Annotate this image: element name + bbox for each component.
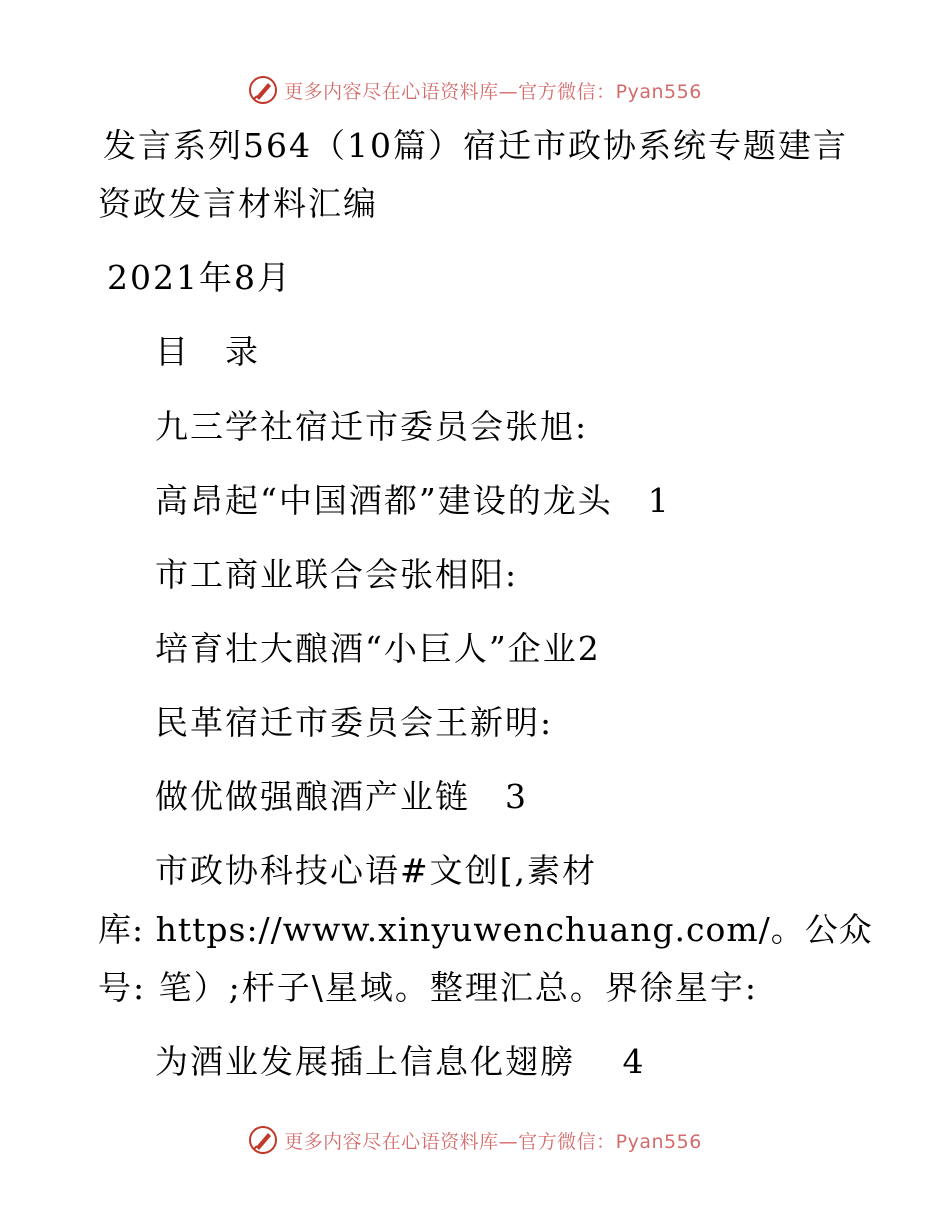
toc-entry: 做优做强酿酒产业链 3 [155, 777, 528, 816]
footer-watermark-banner [0, 1120, 950, 1160]
toc-entry: 九三学社宿迁市委员会张旭: [155, 407, 589, 446]
toc-entry: 号: 笔）;杆子\星域。整理汇总。界徐星宇: [98, 968, 758, 1007]
toc-entry: 为酒业发展插上信息化翅膀 4 [155, 1042, 646, 1081]
toc-entry: 培育壮大酿酒“小巨人”企业2 [155, 629, 601, 668]
toc-heading: 目 录 [155, 332, 260, 371]
toc-entry: 市政协科技心语#文创[,素材 [155, 851, 598, 890]
pen-logo-icon [248, 1125, 278, 1155]
toc-entry: 高昂起“中国酒都”建设的龙头 1 [155, 481, 671, 520]
toc-entry: 市工商业联合会张相阳: [155, 555, 519, 594]
pen-logo-icon [248, 75, 278, 105]
toc-entry: 库: https://www.xinyuwenchuang.com/。公众 [98, 910, 873, 949]
watermark-text: 更多内容尽在心语资料库—官方微信：Pyan556 [284, 1130, 702, 1153]
document-date: 2021年8月 [107, 258, 292, 297]
document-title-line-2: 资政发言材料汇编 [98, 184, 378, 223]
header-watermark-banner [0, 70, 950, 110]
toc-entry: 民革宿迁市委员会王新明: [155, 703, 554, 742]
watermark-text: 更多内容尽在心语资料库—官方微信：Pyan556 [284, 80, 702, 103]
document-title-line-1: 发言系列564（10篇）宿迁市政协系统专题建言 [103, 126, 848, 165]
